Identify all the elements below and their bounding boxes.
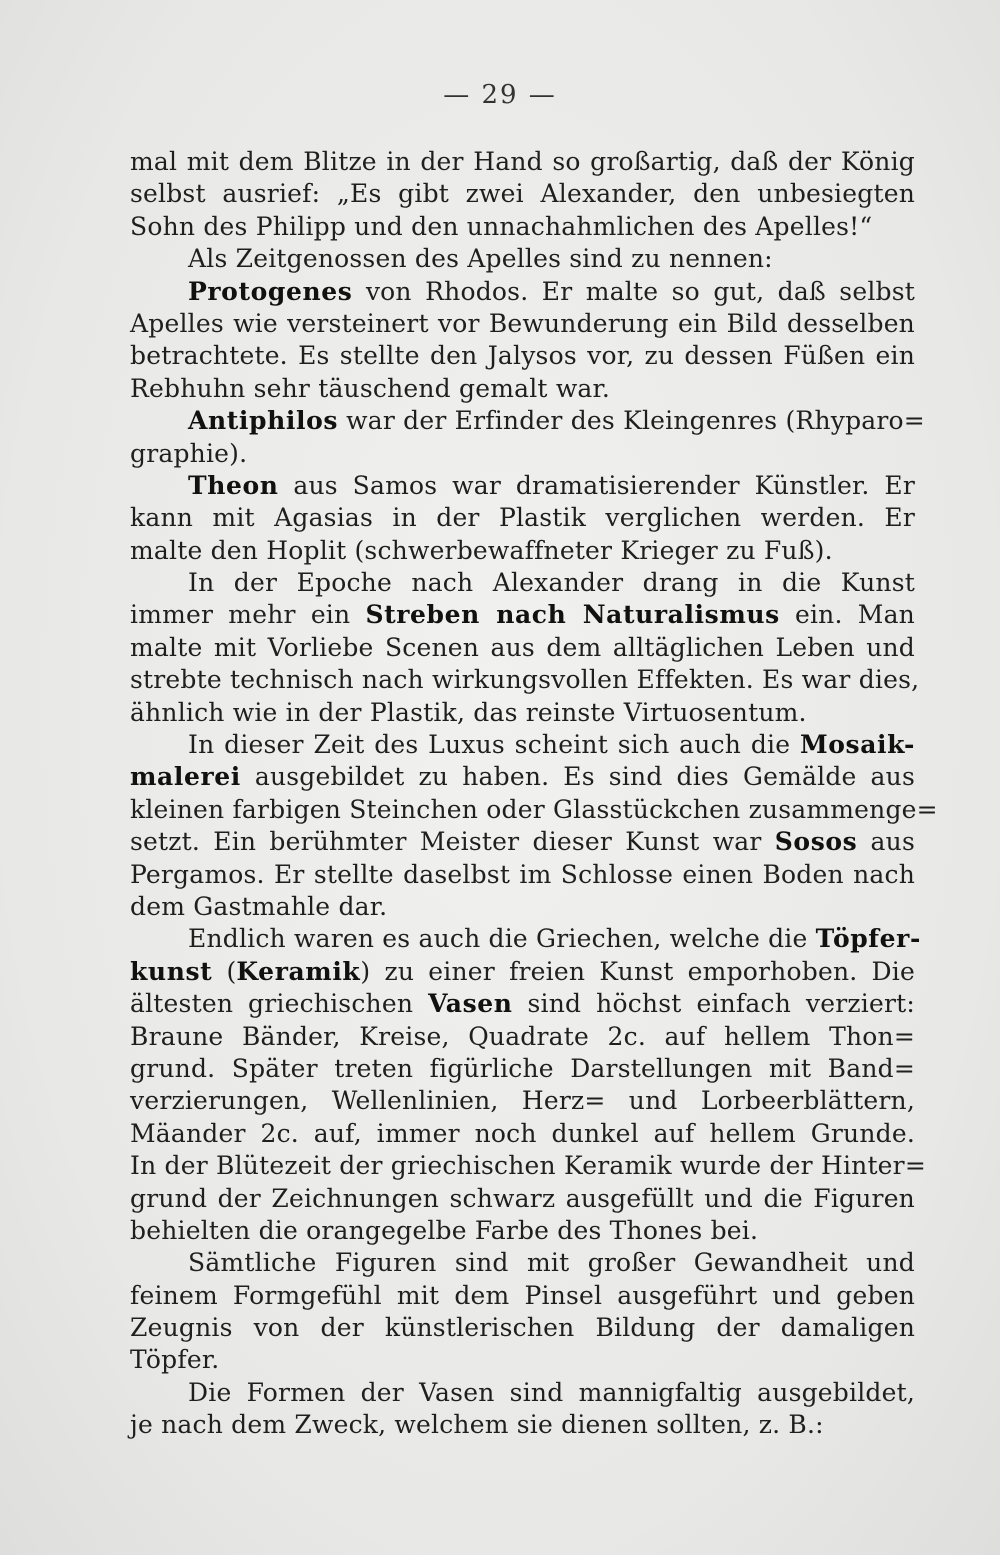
- text-line: [130, 826, 915, 858]
- text-line: [130, 1150, 926, 1182]
- text-line: [130, 243, 915, 275]
- text-line: [130, 761, 915, 793]
- text-line: [130, 373, 915, 405]
- text-line: [130, 1409, 915, 1441]
- emphasized-term: Theon: [188, 470, 279, 500]
- text-run: Als Zeitgenossen des Apelles sind zu nennen:: [188, 244, 773, 274]
- text-run: selbst ausrief: „Es gibt zwei Alexander, den unbesiegten: [130, 179, 915, 209]
- text-run: war der Erfinder des Kleingenres (Rhyparo=: [338, 406, 925, 436]
- text-run: dem Gastmahle dar.: [130, 891, 388, 921]
- text-line: [130, 340, 915, 372]
- text-run: In der Blütezeit der griechischen Keramik wurde der Hinter=: [130, 1151, 926, 1181]
- emphasized-term: Töpfer-: [815, 924, 921, 954]
- text-run: grund der Zeichnungen schwarz ausgefüllt und die Figuren: [130, 1183, 915, 1213]
- text-line: [130, 956, 915, 988]
- body-text: [130, 146, 938, 1442]
- text-run: Sohn des Philipp und den unnachahmlichen des Apelles!“: [130, 211, 873, 241]
- text-run: ältesten griechischen: [130, 989, 429, 1019]
- text-line: [130, 697, 915, 729]
- emphasized-term: Sosos: [774, 827, 858, 857]
- text-run: (: [212, 956, 237, 986]
- text-run: mal mit dem Blitze in der Hand so großartig, daß der König: [130, 147, 915, 176]
- text-line: [130, 1021, 915, 1053]
- text-run: aus Samos war dramatisierender Künstler. Er: [278, 470, 915, 500]
- text-run: betrachtete. Es stellte den Jalysos vor, zu dessen Füßen ein: [130, 341, 915, 371]
- text-run: graphie).: [130, 438, 248, 468]
- text-line: [130, 1247, 915, 1279]
- text-line: [130, 1312, 915, 1344]
- text-run: Mäander 2c. auf, immer noch dunkel auf hellem Grunde.: [130, 1118, 915, 1148]
- text-line: [130, 1085, 915, 1117]
- emphasized-term: Vasen: [428, 989, 513, 1019]
- text-run: malte den Hoplit (schwerbewaffneter Krieger zu Fuß).: [130, 535, 833, 565]
- text-line: [130, 1053, 915, 1085]
- text-line: [130, 1280, 915, 1312]
- text-run: ausgebildet zu haben. Es sind dies Gemälde aus: [240, 762, 915, 792]
- page-number: — 29 —: [443, 80, 557, 110]
- text-line: [130, 405, 925, 437]
- text-run: Töpfer.: [130, 1345, 220, 1375]
- text-line: [130, 276, 915, 308]
- text-line: [130, 1344, 915, 1376]
- text-line: [130, 535, 915, 567]
- text-line: [130, 567, 915, 599]
- text-run: Pergamos. Er stellte daselbst im Schlosse einen Boden nach: [130, 859, 915, 889]
- text-run: setzt. Ein berühmter Meister dieser Kunst war: [130, 827, 775, 857]
- text-line: [130, 146, 915, 178]
- text-run: aus: [857, 827, 915, 857]
- text-run: strebte technisch nach wirkungsvollen Effekten. Es war dies,: [130, 665, 920, 695]
- text-line: [130, 859, 915, 891]
- text-run: ein. Man: [779, 600, 915, 630]
- text-run: kann mit Agasias in der Plastik verglichen werden. Er: [130, 503, 915, 533]
- text-run: Rebhuhn sehr täuschend gemalt war.: [130, 373, 611, 403]
- text-run: In dieser Zeit des Luxus scheint sich auch die: [188, 730, 800, 760]
- text-line: [130, 729, 915, 761]
- text-line: [130, 794, 938, 826]
- text-run: Apelles wie versteinert vor Bewunderung ein Bild desselben: [130, 308, 915, 338]
- text-line: [130, 632, 915, 664]
- emphasized-term: Protogenes: [188, 276, 353, 306]
- text-line: [130, 502, 915, 534]
- emphasized-term: malerei: [130, 762, 241, 792]
- text-line: [130, 923, 921, 955]
- text-line: [130, 891, 915, 923]
- text-line: [130, 664, 920, 696]
- text-run: Zeugnis von der künstlerischen Bildung der damaligen: [130, 1313, 915, 1343]
- text-line: [130, 178, 915, 210]
- text-line: [130, 1183, 915, 1215]
- text-line: [130, 1377, 915, 1409]
- text-run: behielten die orangegelbe Farbe des Thones bei.: [130, 1215, 759, 1245]
- emphasized-term: kunst: [130, 956, 213, 986]
- emphasized-term: Mosaik-: [799, 730, 915, 760]
- emphasized-term: Streben nach Naturalismus: [365, 600, 780, 630]
- text-run: malte mit Vorliebe Scenen aus dem alltäglichen Leben und: [130, 632, 915, 662]
- text-run: von Rhodos. Er malte so gut, daß selbst: [352, 276, 915, 306]
- text-line: [130, 438, 915, 470]
- text-run: Endlich waren es auch die Griechen, welche die: [188, 924, 816, 954]
- text-run: immer mehr ein: [130, 600, 366, 630]
- text-run: Braune Bänder, Kreise, Quadrate 2c. auf hellem Thon=: [130, 1021, 915, 1051]
- text-run: grund. Später treten figürliche Darstellungen mit Band=: [130, 1053, 915, 1083]
- text-line: [130, 1215, 915, 1247]
- text-line: [130, 211, 915, 243]
- text-run: feinem Formgefühl mit dem Pinsel ausgeführt und geben: [130, 1280, 915, 1310]
- text-line: [130, 470, 915, 502]
- text-line: [130, 308, 915, 340]
- emphasized-term: Antiphilos: [188, 406, 339, 436]
- emphasized-term: Keramik: [236, 956, 361, 986]
- text-line: [130, 599, 915, 631]
- text-run: Sämtliche Figuren sind mit großer Gewandheit und: [188, 1248, 915, 1278]
- text-run: kleinen farbigen Steinchen oder Glasstückchen zusammenge=: [130, 794, 938, 824]
- text-run: ) zu einer freien Kunst emporhoben. Die: [360, 956, 915, 986]
- text-run: sind höchst einfach verziert:: [512, 989, 915, 1019]
- text-run: je nach dem Zweck, welchem sie dienen sollten, z. B.:: [130, 1410, 824, 1440]
- text-line: [130, 988, 915, 1020]
- text-run: In der Epoche nach Alexander drang in die Kunst: [188, 568, 915, 598]
- text-line: [130, 1118, 915, 1150]
- text-run: verzierungen, Wellenlinien, Herz= und Lorbeerblättern,: [130, 1086, 915, 1116]
- text-run: Die Formen der Vasen sind mannigfaltig ausgebildet,: [188, 1377, 915, 1407]
- text-run: ähnlich wie in der Plastik, das reinste Virtuosentum.: [130, 697, 807, 727]
